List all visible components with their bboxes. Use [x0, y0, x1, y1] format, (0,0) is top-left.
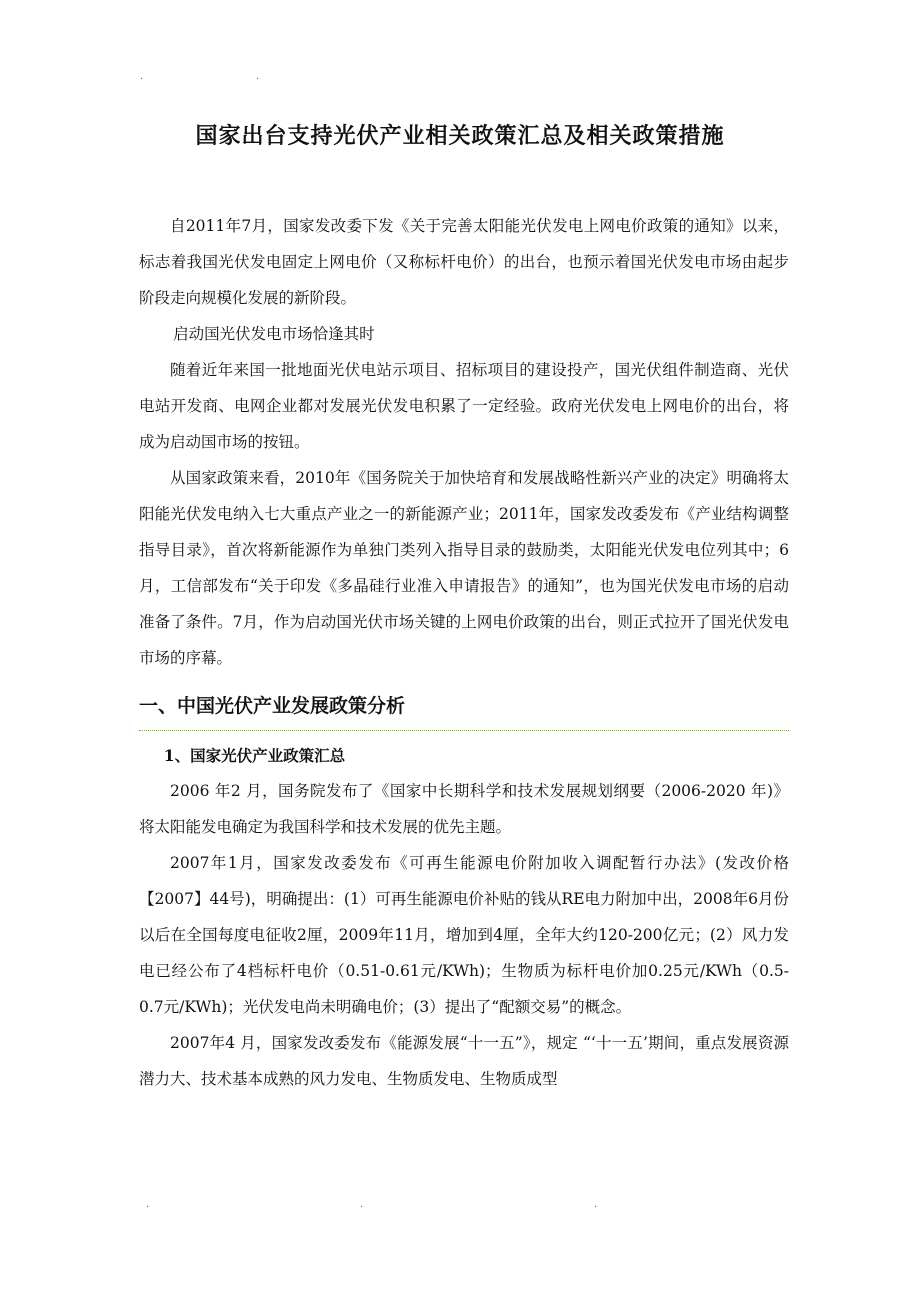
subsection-heading: 1、国家光伏产业政策汇总 — [163, 746, 346, 765]
policy-2006-paragraph: 2006 年2 月，国务院发布了《国家中长期科学和技术发展规划纲要（2006-2020 年)》将太阳能发电确定为我国科学和技术发展的优先主题。 — [139, 782, 789, 836]
policy-paragraph: 从国家政策来看，2010年《国务院关于加快培育和发展战略性新兴产业的决定》明确将太阳能光伏发电纳入七大重点产业之一的新能源产业；2011年，国家发改委发布《产业结构调整指导目录》，首次将新能源作为单独门类列入指导目录的鼓励类，太阳能光伏发电位列其中；6月，工信部发布“关于印发《多晶硅行业准入申请报告》的通知”，也为国光伏发电市场的启动准备了条件。7月，作为启动国光伏市场关键的上网电价政策的出台，则正式拉开了国光伏发电市场的序幕。 — [139, 469, 789, 667]
footer-mark-center: . — [360, 1199, 364, 1210]
policy-2007-apr-paragraph: 2007年4 月，国家发改委发布《能源发展“十一五”》，规定 “‘十一五’期间，重点发展资源潜力大、技术基本成熟的风力发电、生物质发电、生物质成型 — [139, 1034, 789, 1088]
background-paragraph: 随着近年来国一批地面光伏电站示项目、招标项目的建设投产，国光伏组件制造商、光伏电站开发商、电网企业都对发展光伏发电积累了一定经验。政府光伏发电上网电价的出台，将成为启动国市场的按钮。 — [139, 361, 789, 451]
document-title: 国家出台支持光伏产业相关政策汇总及相关政策措施 — [195, 123, 725, 149]
document-body — [139, 208, 789, 1097]
policy-2007-jan-paragraph: 2007年1月，国家发改委发布《可再生能源电价附加收入调配暂行办法》(发改价格【2007】44号)，明确提出：(1）可再生能源电价补贴的钱从RE电力附加中出，2008年6月份以后在全国每度电征收2厘，2009年11月，增加到4厘，全年大约120-200亿元；(2）风力发电已经公布了4档标杆电价（0.51-0.61元/KWh)；生物质为标杆电价加0.25元/KWh（0.5-0.7元/KWh)；光伏发电尚未明确电价；(3）提出了“配额交易”的概念。 — [139, 854, 789, 1016]
footer-mark-left: . — [146, 1199, 150, 1210]
subtopic-line: 启动国光伏发电市场恰逢其时 — [173, 325, 375, 343]
intro-paragraph: 自2011年7月，国家发改委下发《关于完善太阳能光伏发电上网电价政策的通知》以来，标志着我国光伏发电固定上网电价（又称标杆电价）的出台，也预示着国光伏发电市场由起步阶段走向规模化发展的新阶段。 — [139, 217, 789, 307]
footer-mark-right: . — [594, 1199, 598, 1210]
header-mark-left: . — [140, 71, 144, 82]
section-heading: 一、中国光伏产业发展政策分析 — [139, 686, 789, 731]
header-mark-right: . — [256, 71, 260, 82]
